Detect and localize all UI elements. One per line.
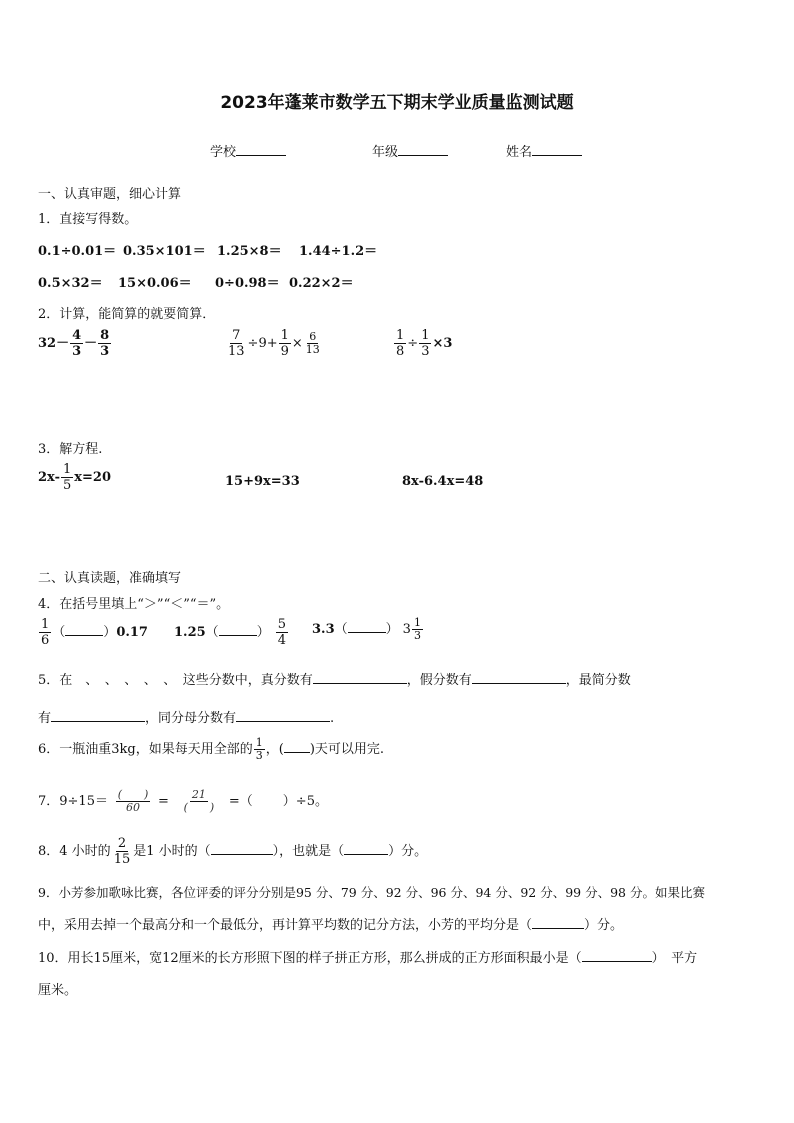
q1-item: 1.44÷1.2＝ [299, 244, 378, 259]
answer-blank[interactable] [344, 842, 388, 855]
denominator: 13 [305, 343, 320, 356]
denominator: 4 [277, 633, 286, 648]
q2-label: 2．计算，能简算的就要简算． [38, 307, 216, 322]
fraction [39, 617, 51, 648]
fraction [112, 836, 133, 867]
q4-label: 4．在括号里填上“＞”“＜”“＝”。 [38, 597, 230, 612]
numerator: 1 [280, 328, 289, 343]
denominator: 15 [113, 852, 131, 867]
q1-label: 1．直接写得数。 [38, 212, 138, 227]
paren-open: （ [334, 622, 348, 637]
fraction [412, 617, 423, 642]
q5-text: ，最简分数 [565, 673, 631, 688]
q8 [38, 836, 427, 867]
fraction [394, 328, 406, 359]
school-label: 学校 [210, 145, 237, 160]
denominator: 3 [413, 629, 421, 642]
q8-text: ）分。 [388, 844, 428, 859]
denominator: 9 [280, 344, 289, 359]
section2-heading: 二、认真读题，准确填写 [38, 571, 182, 586]
q1-item: 0.35×101＝ [123, 244, 206, 259]
q5-line-2 [38, 707, 334, 726]
q1-item: 15×0.06＝ [118, 276, 192, 291]
equals-sign: = [157, 794, 169, 809]
q3-label: 3．解方程. [38, 442, 103, 457]
q2-expression-2 [225, 328, 323, 359]
answer-blank[interactable] [211, 842, 273, 855]
page-title: 2023年蓬莱市数学五下期末学业质量监测试题 [220, 93, 574, 113]
answer-blank[interactable] [472, 671, 566, 684]
denominator: 8 [396, 344, 405, 359]
paren-open: （ [52, 625, 66, 640]
fraction [226, 328, 247, 359]
name-field[interactable] [506, 141, 582, 160]
q9-text: 中，采用去掉一个最高分和一个最低分，再计算平均数的记分方法，小芳的平均分是（ [38, 918, 533, 933]
denominator: 3 [72, 344, 82, 359]
q5-text: ，同分母分数有 [145, 711, 237, 726]
operator: ÷9+ [247, 336, 278, 351]
q2-e1-a: 32－ [38, 336, 70, 351]
q7 [38, 789, 328, 814]
q1-item: 1.25×8＝ [217, 244, 282, 259]
operator: × [291, 336, 303, 351]
numerator: 1 [41, 617, 50, 632]
q1-item: 0÷0.98＝ [215, 276, 280, 291]
equation-part: 2x- [38, 470, 60, 485]
q5-text: . [330, 711, 335, 726]
q5-text: ，假分数有 [406, 673, 472, 688]
numerator: 8 [100, 328, 110, 343]
name-label: 姓名 [506, 145, 533, 160]
q8-text: 是1 小时的（ [133, 844, 211, 859]
answer-blank[interactable] [532, 916, 584, 929]
fraction [279, 328, 291, 359]
fraction [276, 617, 288, 648]
numerator: 7 [232, 328, 241, 343]
paren-close: ） [103, 625, 117, 640]
q10-text: 10．用长15厘米，宽12厘米的长方形照下图的样子拼正方形，那么拼成的正方形面积最小是（ [38, 951, 582, 966]
q4-item-a [38, 617, 148, 648]
q2-expression-1 [38, 328, 112, 359]
q6-text: 6．一瓶油重3kg，如果每天用全部的 [38, 742, 253, 757]
numerator: 4 [72, 328, 82, 343]
fraction [98, 328, 111, 359]
q4-item-c [312, 617, 424, 642]
value: 0.17 [116, 625, 148, 640]
school-field[interactable] [210, 141, 286, 160]
answer-blank[interactable] [51, 709, 145, 722]
operator: － [84, 336, 98, 351]
q10-line-2: 厘米。 [38, 983, 78, 998]
fraction [419, 328, 431, 359]
denominator: 13 [228, 344, 245, 359]
paren-open: （ [205, 625, 219, 640]
q8-text: 8．4 小时的 [38, 844, 111, 859]
numerator: ( ) [117, 788, 149, 801]
q7-text: 7．9÷15＝ [38, 794, 108, 809]
q10-text: ） 平方 [651, 951, 698, 966]
fraction [170, 789, 228, 814]
q5-line-1 [38, 669, 631, 688]
answer-blank[interactable] [236, 709, 330, 722]
denominator: 6 [41, 633, 50, 648]
numerator: 2 [117, 836, 127, 851]
section1-heading: 一、认真审题，细心计算 [38, 187, 182, 202]
numerator: 1 [255, 736, 263, 749]
q3-equation-1 [38, 462, 111, 493]
q1-item: 0.1÷0.01＝ [38, 244, 117, 259]
numerator: 1 [396, 328, 405, 343]
paren-close: ） [385, 622, 399, 637]
q10-line-1 [38, 947, 697, 966]
q8-text: ），也就是（ [272, 844, 345, 859]
fraction [61, 462, 73, 493]
answer-blank[interactable] [284, 740, 310, 753]
q3-equation-2: 15+9x=33 [225, 474, 300, 489]
grade-field[interactable] [372, 141, 448, 160]
fraction [109, 789, 157, 814]
q9-line-1: 9．小芳参加歌咏比赛，各位评委的评分分别是95 分、79 分、92 分、96 分、94 分、92 分、99 分、98 分。如果比赛 [38, 885, 705, 900]
answer-blank[interactable] [348, 620, 386, 633]
q2-expression-3 [393, 328, 452, 359]
operator: ×3 [432, 336, 453, 351]
q7-text: ）÷5。 [282, 794, 328, 809]
q1-item: 0.22×2＝ [289, 276, 354, 291]
fraction [70, 328, 83, 359]
numerator: 5 [277, 617, 286, 632]
q6-text: ，( [265, 742, 284, 757]
q9-line-2 [38, 914, 623, 933]
value: 1.25 [174, 625, 206, 640]
q6 [38, 737, 384, 762]
denominator: 3 [255, 749, 263, 762]
name-blank[interactable] [532, 143, 582, 156]
value: 3.3 [312, 622, 335, 637]
equation-part: x=20 [74, 470, 111, 485]
q5-text: 有 [38, 711, 52, 726]
answer-blank[interactable] [582, 949, 652, 962]
school-blank[interactable] [236, 143, 286, 156]
denominator: 3 [100, 344, 110, 359]
numerator: 21 [191, 788, 206, 801]
grade-blank[interactable] [398, 143, 448, 156]
q1-item: 0.5×32＝ [38, 276, 103, 291]
mixed-whole: 3 [402, 622, 411, 637]
fraction [254, 737, 265, 762]
q9-text: ）分。 [584, 918, 624, 933]
q3-equation-3: 8x-6.4x=48 [402, 474, 484, 489]
denominator: 3 [421, 344, 430, 359]
numerator: 1 [62, 462, 72, 477]
denominator: 5 [62, 478, 72, 493]
operator: ÷ [407, 336, 419, 351]
grade-label: 年级 [372, 145, 399, 160]
numerator: 1 [413, 616, 421, 629]
q6-text: )天可以用完. [309, 742, 385, 757]
numerator: 6 [309, 330, 317, 343]
denominator: 60 [125, 801, 140, 814]
q5-text: 5．在 、 、 、 、 、 这些分数中，真分数有 [38, 673, 313, 688]
denominator: ( ) [183, 801, 215, 814]
answer-blank[interactable] [65, 623, 103, 636]
paren-close: ） [256, 625, 270, 640]
fraction [304, 331, 322, 356]
numerator: 1 [421, 328, 430, 343]
q7-text: =（ [228, 794, 253, 809]
q4-item-b [174, 617, 289, 648]
answer-blank[interactable] [219, 623, 257, 636]
answer-blank[interactable] [313, 671, 407, 684]
